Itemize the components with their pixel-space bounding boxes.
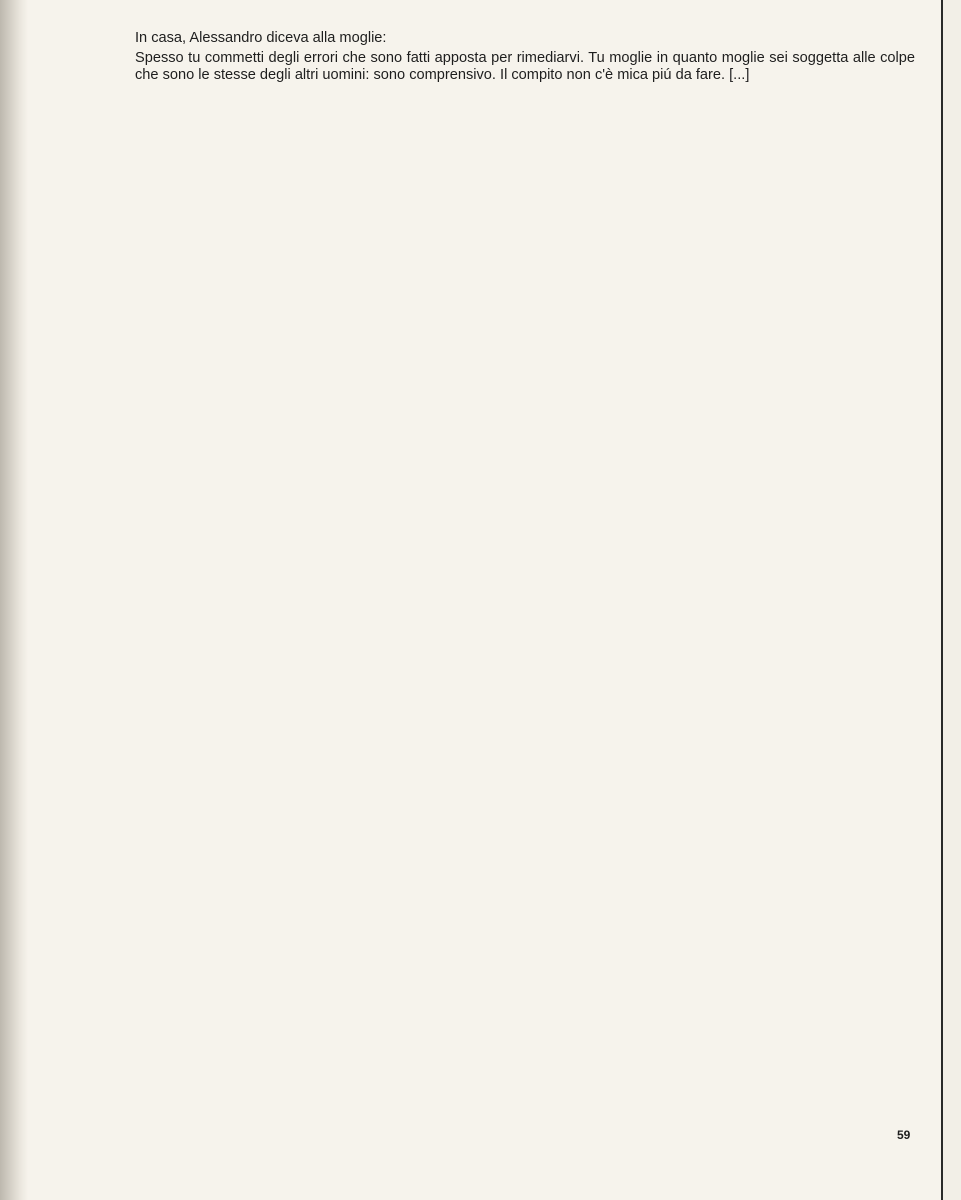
paragraph-2: Spesso tu commetti degli errori che sono fatti apposta per rimediarvi. Tu moglie in quanto moglie sei soggetta alle colpe che sono le stesse degli altri uomini: sono comprensivo. Il compito non c'è mica piú da fare. [...] [135, 50, 915, 83]
page-number: 59 [897, 1128, 911, 1142]
body-text [135, 30, 915, 87]
binding-shadow [0, 0, 28, 1200]
paragraph-1: In casa, Alessandro diceva alla moglie: [135, 30, 387, 46]
page-edge [941, 0, 961, 1200]
